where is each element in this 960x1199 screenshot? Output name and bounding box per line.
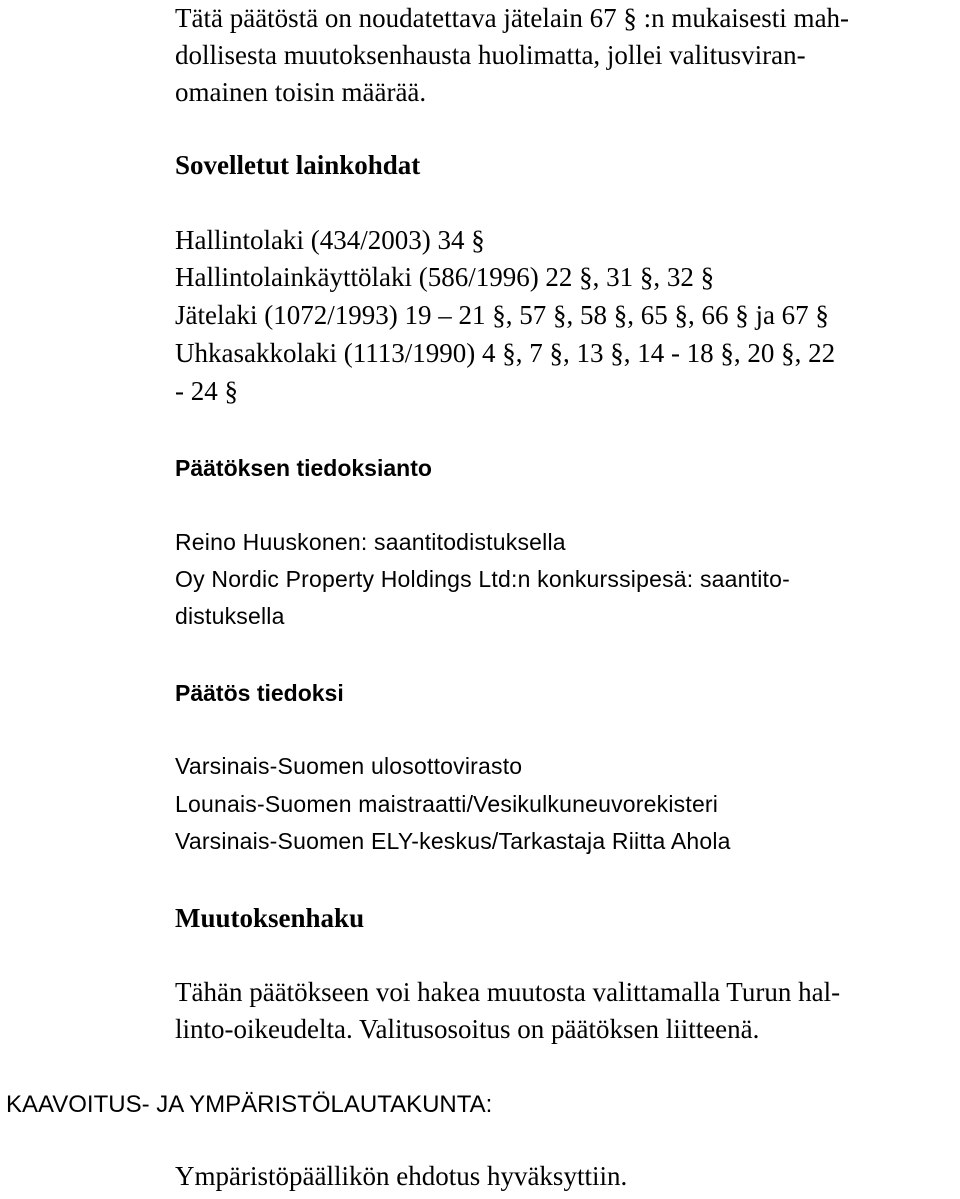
notification-line-3: distuksella bbox=[175, 603, 285, 629]
intro-line-2: dollisesta muutoksenhausta huolimatta, jollei valitusviran- bbox=[175, 40, 806, 70]
notification-line-2: Oy Nordic Property Holdings Ltd:n konkurssipesä: saantito- bbox=[175, 566, 790, 592]
applied-law-line-1: Hallintolaki (434/2003) 34 § bbox=[175, 225, 485, 255]
appeal-heading: Muutoksenhaku bbox=[175, 903, 365, 933]
decision-info-heading: Päätös tiedoksi bbox=[175, 680, 344, 706]
appeal-line-1: Tähän päätökseen voi hakea muutosta valittamalla Turun hal- bbox=[175, 977, 841, 1007]
decision-info-line-1: Varsinais-Suomen ulosottovirasto bbox=[175, 753, 523, 779]
intro-line-3: omainen toisin määrää. bbox=[175, 77, 427, 107]
appeal-line-2: linto-oikeudelta. Valitusosoitus on päätöksen liitteenä. bbox=[175, 1014, 760, 1044]
notification-heading: Päätöksen tiedoksianto bbox=[175, 455, 432, 481]
applied-law-line-5: - 24 § bbox=[175, 376, 238, 406]
applied-law-line-4: Uhkasakkolaki (1113/1990) 4 §, 7 §, 13 §, 14 - 18 §, 20 §, 22 bbox=[175, 338, 836, 368]
applied-law-line-2: Hallintolainkäyttölaki (586/1996) 22 §, 31 §, 32 § bbox=[175, 262, 715, 292]
decision-info-line-2: Lounais-Suomen maistraatti/Vesikulkuneuvorekisteri bbox=[175, 791, 719, 817]
applied-law-line-3: Jätelaki (1072/1993) 19 – 21 §, 57 §, 58 §, 65 §, 66 § ja 67 § bbox=[175, 300, 829, 330]
intro-line-1: Tätä päätöstä on noudatettava jätelain 67 § :n mukaisesti mah- bbox=[175, 3, 850, 33]
notification-line-1: Reino Huuskonen: saantitodistuksella bbox=[175, 529, 566, 555]
committee-decision: Ympäristöpäällikön ehdotus hyväksyttiin. bbox=[175, 1161, 628, 1191]
applied-laws-heading: Sovelletut lainkohdat bbox=[175, 150, 421, 180]
committee-heading: KAAVOITUS- JA YMPÄRISTÖLAUTAKUNTA: bbox=[6, 1091, 493, 1118]
decision-info-line-3: Varsinais-Suomen ELY-keskus/Tarkastaja Riitta Ahola bbox=[175, 828, 731, 854]
